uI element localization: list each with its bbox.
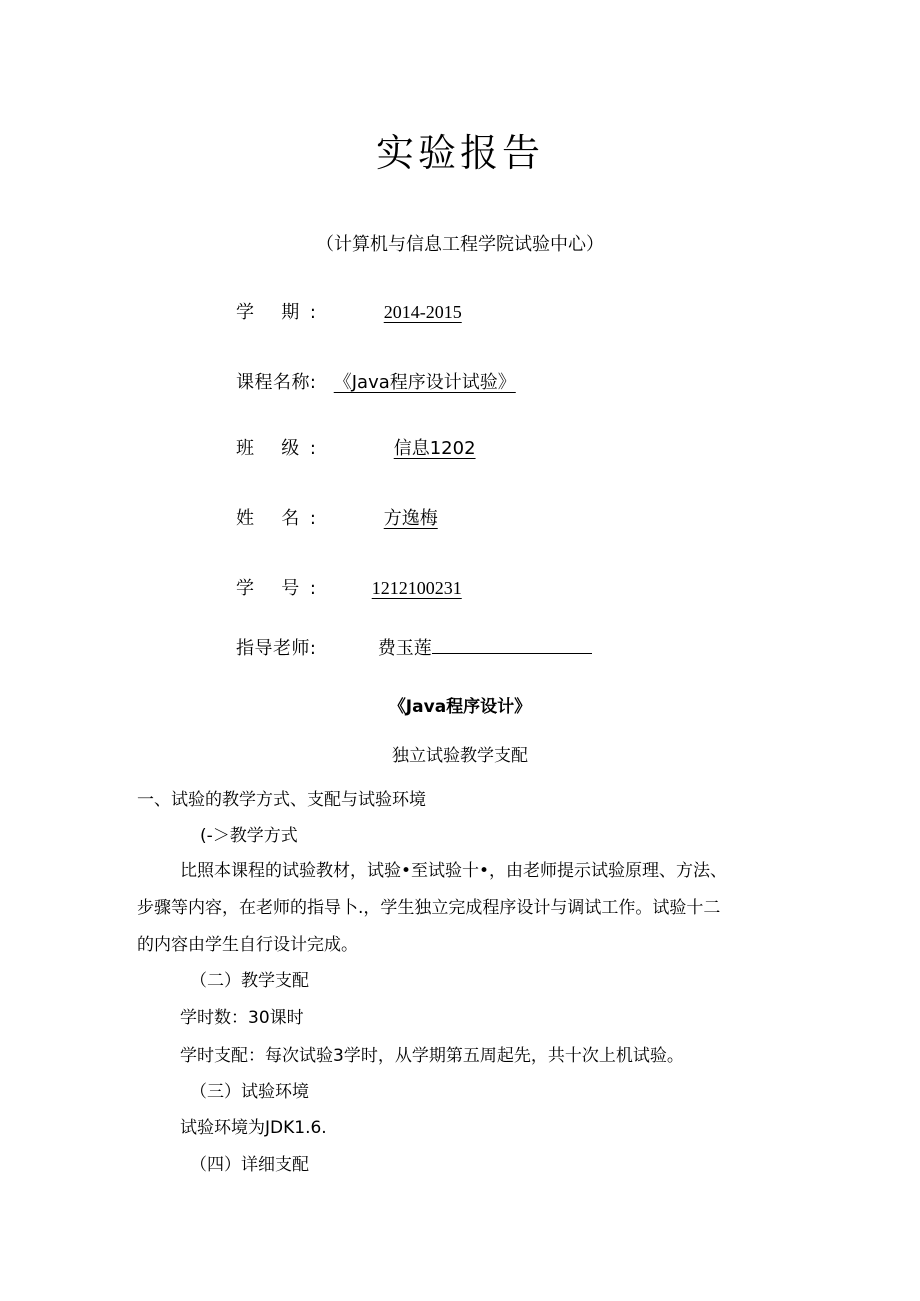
info-value: 《Java程序设计试验》 <box>333 372 516 393</box>
info-label: 指导老师: <box>236 638 316 659</box>
report-subtitle: （计算机与信息工程学院试验中心） <box>316 234 604 255</box>
schedule-text: 学时支配：每次试验3学时，从学期第五周起先，共十次上机试验。 <box>180 1046 684 1066</box>
info-label: 课程名称: <box>236 372 316 393</box>
info-row-class <box>236 434 476 460</box>
subsection-heading: （三）试验环境 <box>190 1082 309 1102</box>
blank-underline <box>432 635 592 654</box>
info-row-teacher <box>236 634 592 660</box>
info-value: 信息1202 <box>393 438 476 459</box>
environment-text: 试验环境为JDK1.6. <box>180 1118 327 1138</box>
info-row-name <box>236 504 438 530</box>
plan-heading: 独立试验教学支配 <box>392 746 528 766</box>
subsection-heading: （二）教学支配 <box>190 971 309 991</box>
paragraph-line: 的内容由学生自行设计完成。 <box>137 935 358 955</box>
info-label: 学 期: <box>236 302 316 323</box>
hours-text: 学时数：30课时 <box>180 1008 304 1028</box>
paragraph-line: 步骤等内容，在老师的指导卜.，学生独立完成程序设计与调试工作。试验十二 <box>137 898 721 918</box>
info-label: 班 级: <box>236 438 316 459</box>
section-heading: 一、试验的教学方式、支配与试验环境 <box>137 790 426 810</box>
info-value: 1212100231 <box>371 578 462 598</box>
course-heading: 《Java程序设计》 <box>388 697 532 717</box>
info-label: 姓 名: <box>236 508 316 529</box>
info-label: 学 号: <box>236 578 316 599</box>
subsection-heading: (-＞教学方式 <box>200 826 298 846</box>
info-value: 费玉莲 <box>377 638 432 659</box>
report-title: 实验报告 <box>375 131 544 175</box>
info-row-id <box>236 574 462 600</box>
paragraph-line: 比照本课程的试验教材，试验•至试验十•，由老师提示试验原理、方法、 <box>180 861 728 881</box>
info-value: 2014-2015 <box>383 302 462 322</box>
info-row-course <box>236 368 516 394</box>
info-value: 方逸梅 <box>383 508 438 529</box>
info-row-term <box>236 298 462 324</box>
subsection-heading: （四）详细支配 <box>190 1155 309 1175</box>
